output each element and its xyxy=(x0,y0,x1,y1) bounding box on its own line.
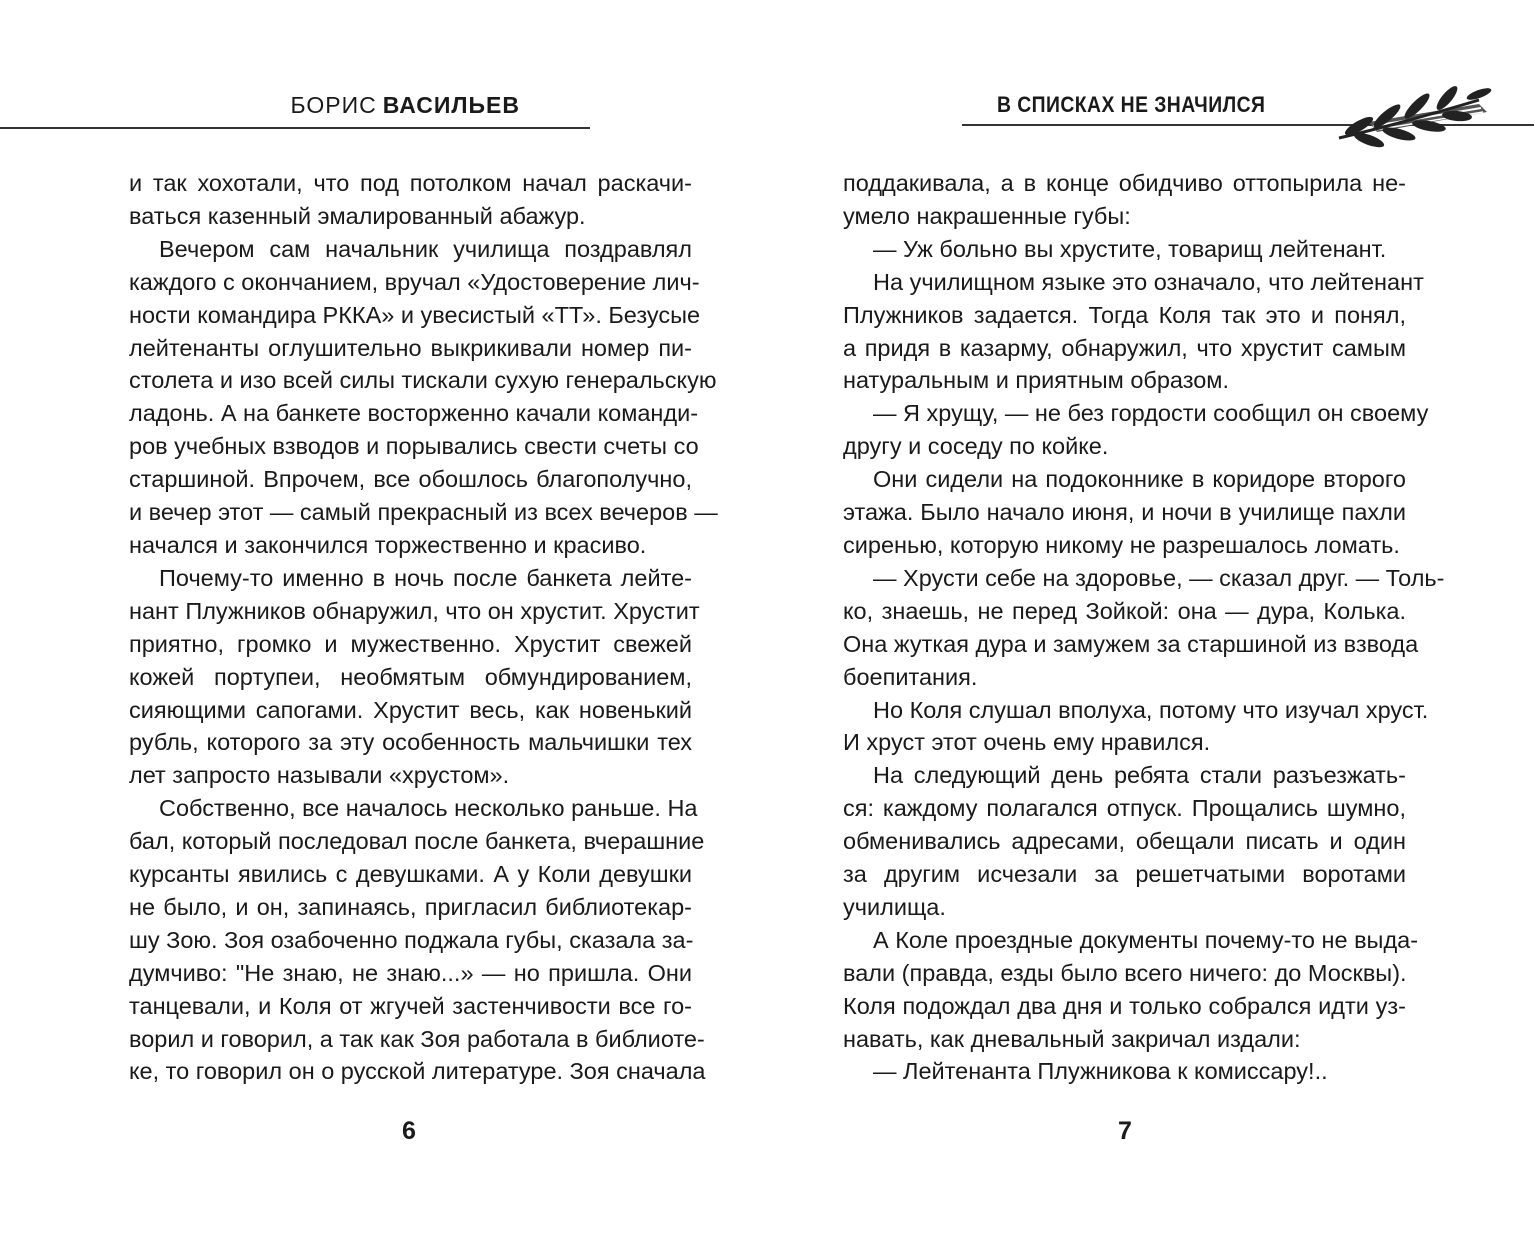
running-head-title: В СПИСКАХ НЕ ЗНАЧИЛСЯ xyxy=(997,92,1266,117)
text-line: приятно, громко и мужественно. Хрустит свежей xyxy=(129,630,692,657)
body-text xyxy=(843,167,1445,1088)
text-line: ворил и говорил, а так как Зоя работала в библиоте- xyxy=(129,1025,705,1052)
text-line: А Коле проездные документы почему-то не выда- xyxy=(873,926,1419,953)
text-line: а придя в казарму, обнаружил, что хрустит самым xyxy=(843,334,1406,361)
text-line: Она жуткая дура и замужем за старшиной из взвода xyxy=(843,630,1419,657)
header-rule xyxy=(0,127,590,129)
text-line: старшиной. Впрочем, все обошлось благополучно, xyxy=(129,466,692,493)
text-line: обменивались адресами, обещали писать и один xyxy=(843,828,1406,855)
text-line: танцевали, и Коля от жгучей застенчивости все го- xyxy=(129,992,692,1019)
text-line: Собственно, все началось несколько раньше. На xyxy=(159,795,698,822)
text-line: ности командира РККА» и увесистый «ТТ». Безусые xyxy=(129,301,701,328)
text-line: лейтенанты оглушительно выкрикивали номер пи- xyxy=(129,334,692,361)
text-line: — Уж больно вы хрустите, товарищ лейтенант. xyxy=(873,235,1387,262)
text-line: — Я хрущу, — не без гордости сообщил он своему xyxy=(873,400,1429,427)
text-line: умело накрашенные губы: xyxy=(843,202,1131,229)
text-line: другу и соседу по койке. xyxy=(843,433,1109,460)
text-line: бал, который последовал после банкета, вчерашние xyxy=(129,828,705,855)
text-line: Почему-то именно в ночь после банкета лейте- xyxy=(159,564,692,591)
text-line: сиренью, которую никому не разрешалось ломать. xyxy=(843,531,1400,558)
text-line: ке, то говорил он о русской литературе. Зоя сначала xyxy=(129,1058,706,1085)
text-line: за другим исчезали за решетчатыми воротами xyxy=(843,861,1406,888)
text-line: ладонь. А на банкете восторженно качали команди- xyxy=(129,400,699,427)
page-number: 7 xyxy=(1118,1117,1132,1145)
text-line: лет запросто называли «хрустом». xyxy=(129,762,510,789)
text-line: Но Коля слушал вполуха, потому что изучал хруст. xyxy=(873,696,1429,723)
text-line: нант Плужников обнаружил, что он хрустит. Хрустит xyxy=(129,597,700,624)
text-line: боепитания. xyxy=(843,663,978,690)
text-line: курсанты явились с девушками. А у Коли девушки xyxy=(129,861,692,888)
text-line: этажа. Было начало июня, и ночи в училище пахли xyxy=(843,499,1406,526)
text-line: шу Зою. Зоя озабоченно поджала губы, сказала за- xyxy=(129,926,694,953)
text-line: не было, и он, запинаясь, пригласил библиотекар- xyxy=(129,893,692,920)
text-line: кожей портупеи, необмятым обмундированием, xyxy=(129,663,692,690)
text-line: — Лейтенанта Плужникова к комиссару!.. xyxy=(873,1058,1328,1085)
right-page xyxy=(767,0,1534,1240)
text-line: Они сидели на подоконнике в коридоре второго xyxy=(873,466,1406,493)
text-line: ров учебных взводов и порывались свести счеты со xyxy=(129,433,699,460)
text-line: вали (правда, езды было всего ничего: до Москвы). xyxy=(843,959,1407,986)
text-line: — Хрусти себе на здоровье, — сказал друг. — Толь- xyxy=(873,564,1445,591)
author-last-name: ВАСИЛЬЕВ xyxy=(382,92,520,118)
text-line: ся: каждому полагался отпуск. Прощались шумно, xyxy=(843,795,1406,822)
text-line: училища. xyxy=(843,893,946,920)
page-number: 6 xyxy=(402,1117,416,1145)
laurel-branch-ribbon-icon xyxy=(1329,82,1509,152)
text-line: ваться казенный эмалированный абажур. xyxy=(129,202,586,229)
text-line: начался и закончился торжественно и красиво. xyxy=(129,531,647,558)
text-line: думчиво: "Не знаю, не знаю...» — но пришла. Они xyxy=(129,959,692,986)
text-line: Плужников задается. Тогда Коля так это и понял, xyxy=(843,301,1406,328)
text-line: И хруст этот очень ему нравился. xyxy=(843,729,1211,756)
text-line: столета и изо всей силы тискали сухую генеральскую xyxy=(129,367,717,394)
text-line: сияющими сапогами. Хрустит весь, как новенький xyxy=(129,696,692,723)
text-line: поддакивала, а в конце обидчиво оттопырила не- xyxy=(843,170,1406,196)
author-first-name: БОРИС xyxy=(290,92,377,118)
text-line: и так хохотали, что под потолком начал раскачи- xyxy=(129,170,692,196)
text-line: навать, как дневальный закричал издали: xyxy=(843,1025,1301,1052)
text-line: На следующий день ребята стали разъезжать- xyxy=(873,762,1406,789)
text-line: На училищном языке это означало, что лейтенант xyxy=(873,268,1424,295)
text-line: рубль, которого за эту особенность мальчишки тех xyxy=(129,729,692,756)
text-line: и вечер этот — самый прекрасный из всех вечеров — xyxy=(129,499,718,526)
text-line: Коля подождал два дня и только собрался идти уз- xyxy=(843,992,1406,1019)
text-line: каждого с окончанием, вручал «Удостоверение лич- xyxy=(129,268,700,295)
text-line: Вечером сам начальник училища поздравлял xyxy=(159,235,692,262)
text-line: ко, знаешь, не перед Зойкой: она — дура, Колька. xyxy=(843,597,1406,624)
text-line: натуральным и приятным образом. xyxy=(843,367,1229,394)
running-head-author xyxy=(0,92,590,119)
body-text xyxy=(129,167,718,1088)
